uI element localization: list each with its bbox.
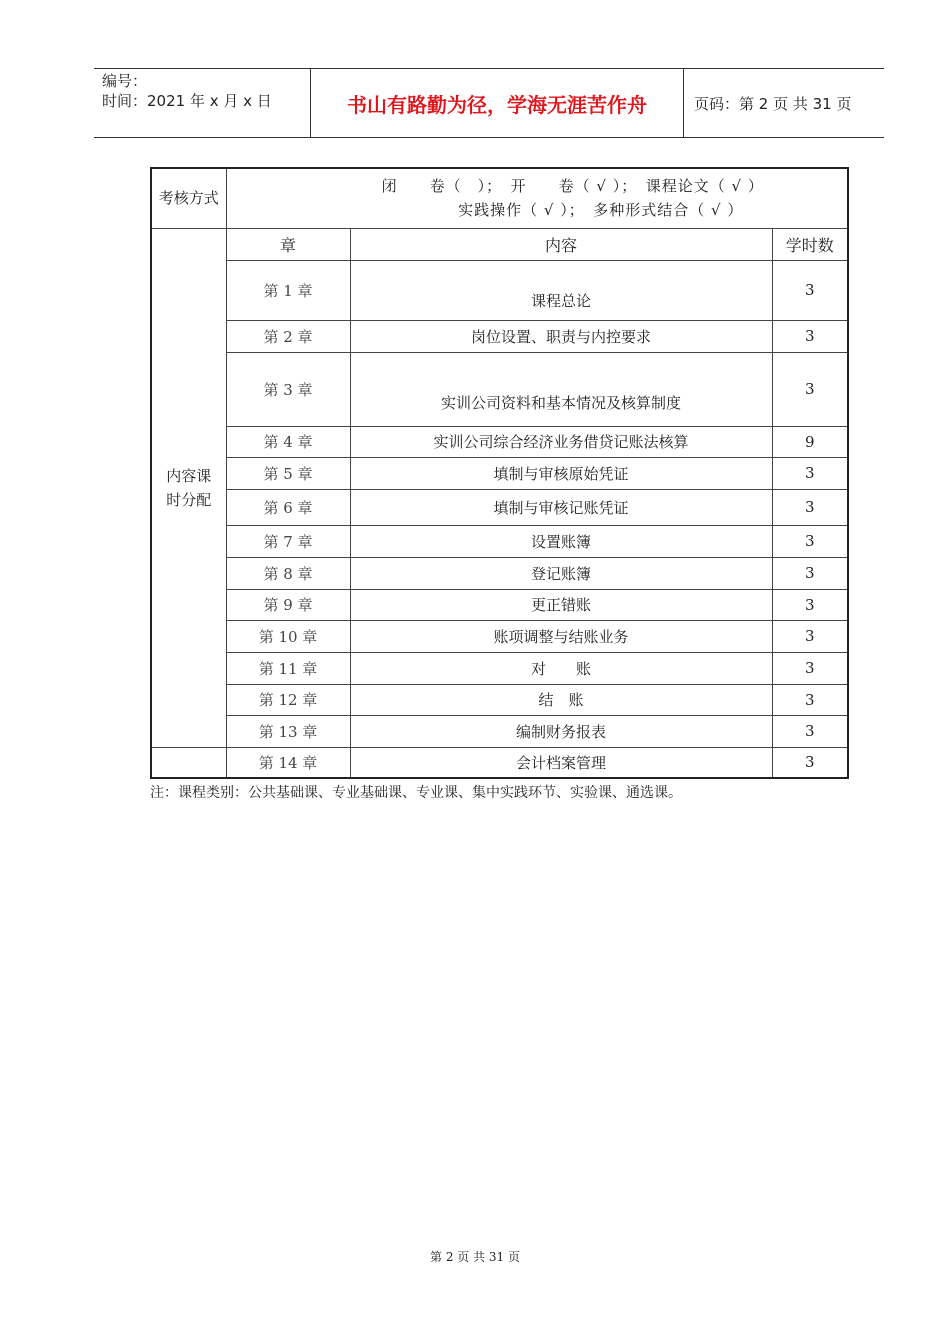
table-row bbox=[151, 260, 848, 320]
page-label: 页码：第 2 页 共 31 页 bbox=[694, 94, 852, 113]
page-header bbox=[94, 68, 884, 138]
chapter-cell: 第 8 章 bbox=[226, 557, 350, 589]
table-row bbox=[151, 489, 848, 525]
content-cell: 编制财务报表 bbox=[350, 715, 772, 747]
table-row bbox=[151, 426, 848, 457]
table-row bbox=[151, 457, 848, 489]
hours-cell: 3 bbox=[772, 320, 848, 352]
hours-cell: 3 bbox=[772, 260, 848, 320]
number-label: 编号： bbox=[102, 72, 148, 90]
content-cell: 实训公司综合经济业务借贷记账法核算 bbox=[350, 426, 772, 457]
chapter-cell: 第 2 章 bbox=[226, 320, 350, 352]
assessment-options bbox=[226, 168, 848, 228]
course-table bbox=[150, 167, 849, 779]
column-header-chapter: 章 bbox=[226, 228, 350, 260]
content-cell: 登记账簿 bbox=[350, 557, 772, 589]
content-cell: 会计档案管理 bbox=[350, 747, 772, 778]
table-row bbox=[151, 684, 848, 715]
assessment-line-2: 实践操作（ √ ）； 多种形式结合（ √ ） bbox=[458, 201, 744, 220]
content-cell: 课程总论 bbox=[350, 260, 772, 320]
chapter-cell: 第 12 章 bbox=[226, 684, 350, 715]
chapter-cell: 第 10 章 bbox=[226, 620, 350, 652]
chapter-cell: 第 14 章 bbox=[226, 747, 350, 778]
table-row bbox=[151, 352, 848, 426]
hours-cell: 3 bbox=[772, 652, 848, 684]
hours-cell: 9 bbox=[772, 426, 848, 457]
motto: 书山有路勤为径，学海无涯苦作舟 bbox=[310, 69, 684, 137]
column-header-hours: 学时数 bbox=[772, 228, 848, 260]
hours-cell: 3 bbox=[772, 715, 848, 747]
hours-cell: 3 bbox=[772, 525, 848, 557]
chapter-cell: 第 7 章 bbox=[226, 525, 350, 557]
table-row bbox=[151, 320, 848, 352]
chapter-cell: 第 5 章 bbox=[226, 457, 350, 489]
hours-cell: 3 bbox=[772, 557, 848, 589]
content-cell: 更正错账 bbox=[350, 589, 772, 620]
hours-cell: 3 bbox=[772, 457, 848, 489]
chapter-cell: 第 4 章 bbox=[226, 426, 350, 457]
content-cell: 岗位设置、职责与内控要求 bbox=[350, 320, 772, 352]
hours-cell: 3 bbox=[772, 620, 848, 652]
table-row bbox=[151, 525, 848, 557]
content-cell: 设置账簿 bbox=[350, 525, 772, 557]
content-cell: 实训公司资料和基本情况及核算制度 bbox=[350, 352, 772, 426]
table-note: 注：课程类别：公共基础课、专业基础课、专业课、集中实践环节、实验课、通选课。 bbox=[150, 785, 682, 801]
content-cell: 填制与审核原始凭证 bbox=[350, 457, 772, 489]
table-row bbox=[151, 652, 848, 684]
chapter-cell: 第 3 章 bbox=[226, 352, 350, 426]
table-row bbox=[151, 747, 848, 778]
assessment-label: 考核方式 bbox=[151, 168, 226, 228]
chapter-cell: 第 11 章 bbox=[226, 652, 350, 684]
table-row bbox=[151, 589, 848, 620]
column-header-content: 内容 bbox=[350, 228, 772, 260]
section-label: 内容课时分配 bbox=[151, 228, 226, 747]
content-cell: 填制与审核记账凭证 bbox=[350, 489, 772, 525]
empty-cell bbox=[151, 747, 226, 778]
content-cell: 结 账 bbox=[350, 684, 772, 715]
hours-cell: 3 bbox=[772, 352, 848, 426]
chapter-cell: 第 13 章 bbox=[226, 715, 350, 747]
time-label: 时间：2021 年 x 月 x 日 bbox=[102, 92, 272, 110]
content-cell: 账项调整与结账业务 bbox=[350, 620, 772, 652]
hours-cell: 3 bbox=[772, 489, 848, 525]
table-row bbox=[151, 557, 848, 589]
header-meta bbox=[94, 69, 310, 137]
table-row bbox=[151, 620, 848, 652]
page-footer: 第 2 页 共 31 页 bbox=[430, 1250, 520, 1264]
hours-cell: 3 bbox=[772, 589, 848, 620]
assessment-line-1: 闭 卷（ ）； 开 卷（ √ ）； 课程论文（ √ ） bbox=[381, 177, 764, 196]
chapter-cell: 第 1 章 bbox=[226, 260, 350, 320]
table-row bbox=[151, 715, 848, 747]
chapter-cell: 第 6 章 bbox=[226, 489, 350, 525]
content-cell: 对 账 bbox=[350, 652, 772, 684]
hours-cell: 3 bbox=[772, 684, 848, 715]
chapter-cell: 第 9 章 bbox=[226, 589, 350, 620]
hours-cell: 3 bbox=[772, 747, 848, 778]
